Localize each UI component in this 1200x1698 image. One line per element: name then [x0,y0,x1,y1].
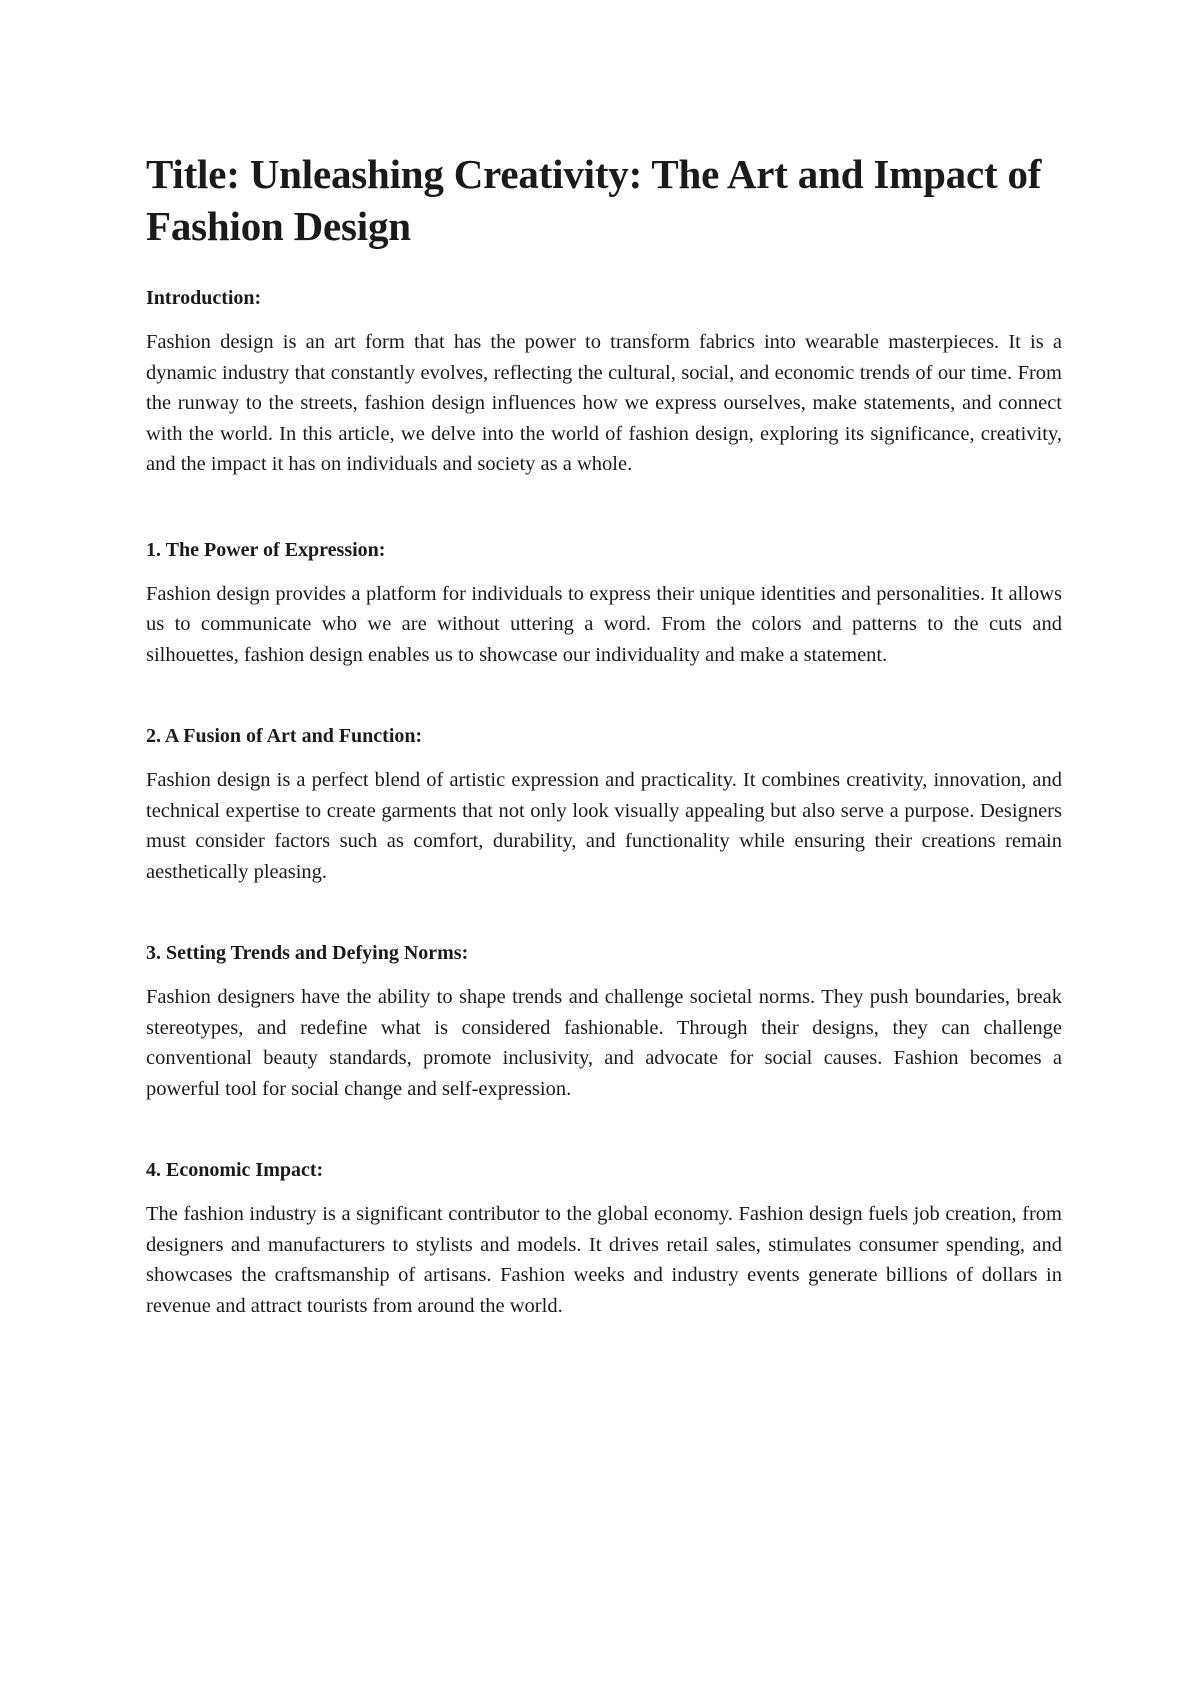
section-heading: Introduction: [146,287,262,309]
document-page [146,148,1062,1373]
section-power-of-expression [146,536,1062,671]
section-economic-impact [146,1156,1062,1321]
section-body: The fashion industry is a significant contributor to the global economy. Fashion design fuels job creation, from designers and manufacturers to stylists and models. It drives retail sales, stimulates consumer spending, and showcases the craftsmanship of artisans. Fashion weeks and industry events generate billions of dollars in revenue and attract tourists from around the world. [146,1203,1062,1317]
section-body: Fashion design is a perfect blend of artistic expression and practicality. It combines creativity, innovation, and technical expertise to create garments that not only look visually appealing but also serve a purpose. Designers must consider factors such as comfort, durability, and functionality while ensuring their creations remain aesthetically pleasing. [146,769,1062,883]
section-body: Fashion design is an art form that has the power to transform fabrics into wearable masterpieces. It is a dynamic industry that constantly evolves, reflecting the cultural, social, and economic trends of our time. From the runway to the streets, fashion design influences how we express ourselves, make statements, and connect with the world. In this article, we delve into the world of fashion design, exploring its significance, creativity, and the impact it has on individuals and society as a whole. [146,331,1062,475]
section-body: Fashion design provides a platform for individuals to express their unique identities and personalities. It allows us to communicate who we are without uttering a word. From the colors and patterns to the cuts and silhouettes, fashion design enables us to showcase our individuality and make a statement. [146,582,1062,666]
document-title: Title: Unleashing Creativity: The Art and Impact of Fashion Design [146,151,1042,249]
section-introduction [146,284,1062,480]
section-fusion-of-art-and-function [146,722,1062,887]
section-heading: 1. The Power of Expression: [146,538,386,561]
section-heading: 2. A Fusion of Art and Function: [146,725,423,747]
section-body: Fashion designers have the ability to shape trends and challenge societal norms. They push boundaries, break stereotypes, and redefine what is considered fashionable. Through their designs, they can challenge conventional beauty standards, promote inclusivity, and advocate for social causes. Fashion becomes a powerful tool for social change and self-expression. [146,986,1062,1100]
section-heading: 3. Setting Trends and Defying Norms: [146,942,469,964]
section-setting-trends [146,939,1062,1104]
section-heading: 4. Economic Impact: [146,1159,324,1181]
